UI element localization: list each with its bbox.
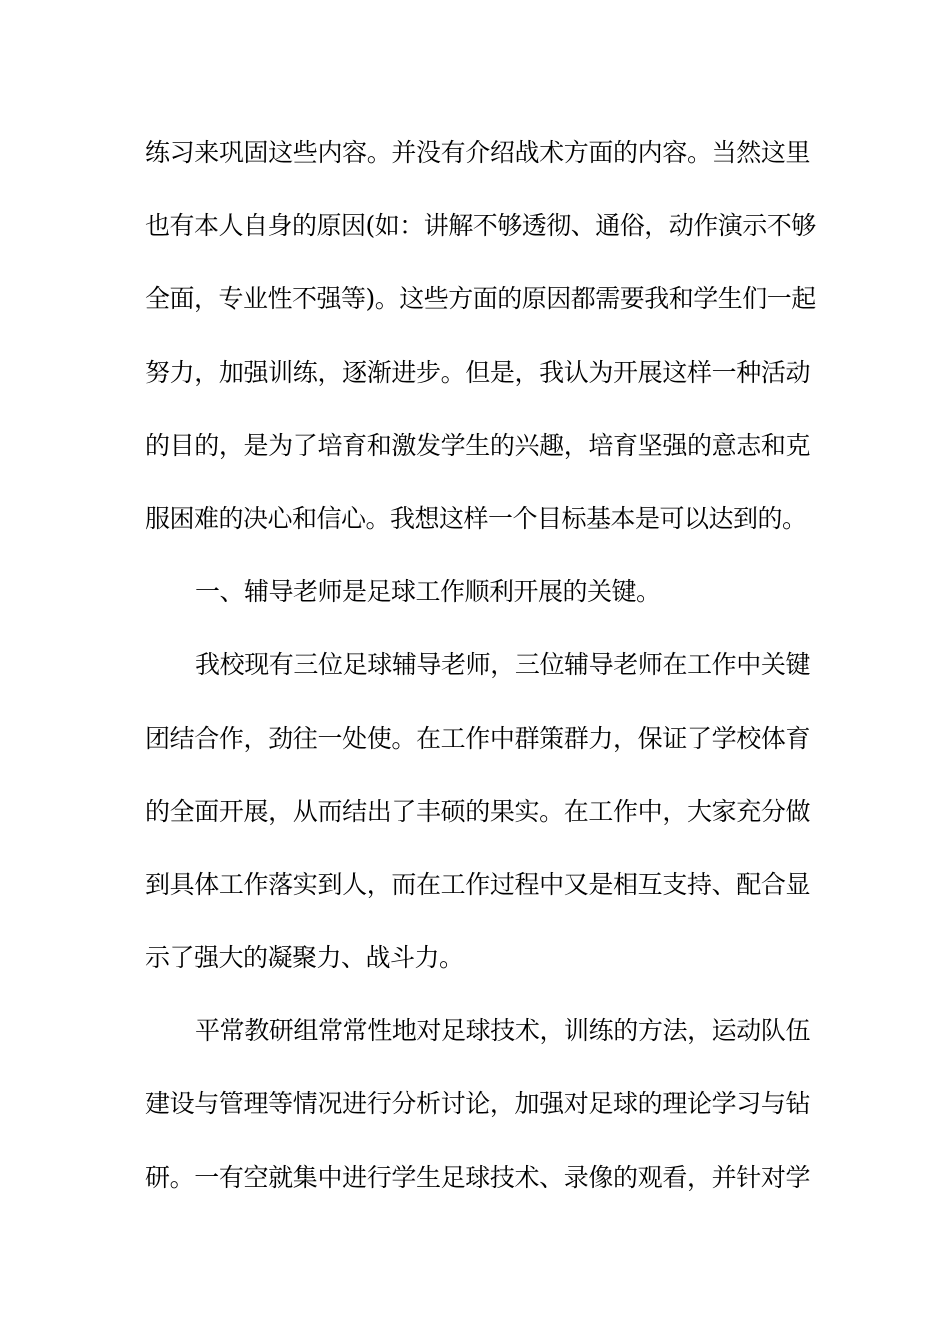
text-line: 研。一有空就集中进行学生足球技术、录像的观看，并针对学	[145, 1162, 810, 1192]
text-line: 全面，专业性不强等)。这些方面的原因都需要我和学生们一起	[145, 284, 816, 314]
text-line: 我校现有三位足球辅导老师，三位辅导老师在工作中关键	[195, 650, 810, 680]
body-text	[145, 134, 816, 1232]
text-line: 建设与管理等情况进行分析讨论，加强对足球的理论学习与钻	[145, 1089, 810, 1119]
text-line: 服困难的决心和信心。我想这样一个目标基本是可以达到的。	[145, 503, 807, 533]
text-line: 平常教研组常常性地对足球技术，训练的方法，运动队伍	[195, 1016, 810, 1046]
text-line: 示了强大的凝聚力、战斗力。	[145, 943, 464, 973]
text-line: 团结合作，劲往一处使。在工作中群策群力，保证了学校体育	[145, 723, 810, 753]
text-line: 也有本人自身的原因(如：讲解不够透彻、通俗，动作演示不够	[145, 211, 816, 241]
text-line: 努力，加强训练，逐渐进步。但是，我认为开展这样一种活动	[145, 357, 810, 387]
text-line: 到具体工作落实到人，而在工作过程中又是相互支持、配合显	[145, 869, 810, 899]
text-line: 的目的，是为了培育和激发学生的兴趣，培育坚强的意志和克	[145, 430, 810, 460]
text-line: 的全面开展，从而结出了丰硕的果实。在工作中，大家充分做	[145, 796, 810, 826]
section-heading: 一、辅导老师是足球工作顺利开展的关键。	[195, 577, 661, 607]
text-line: 练习来巩固这些内容。并没有介绍战术方面的内容。当然这里	[145, 138, 810, 167]
